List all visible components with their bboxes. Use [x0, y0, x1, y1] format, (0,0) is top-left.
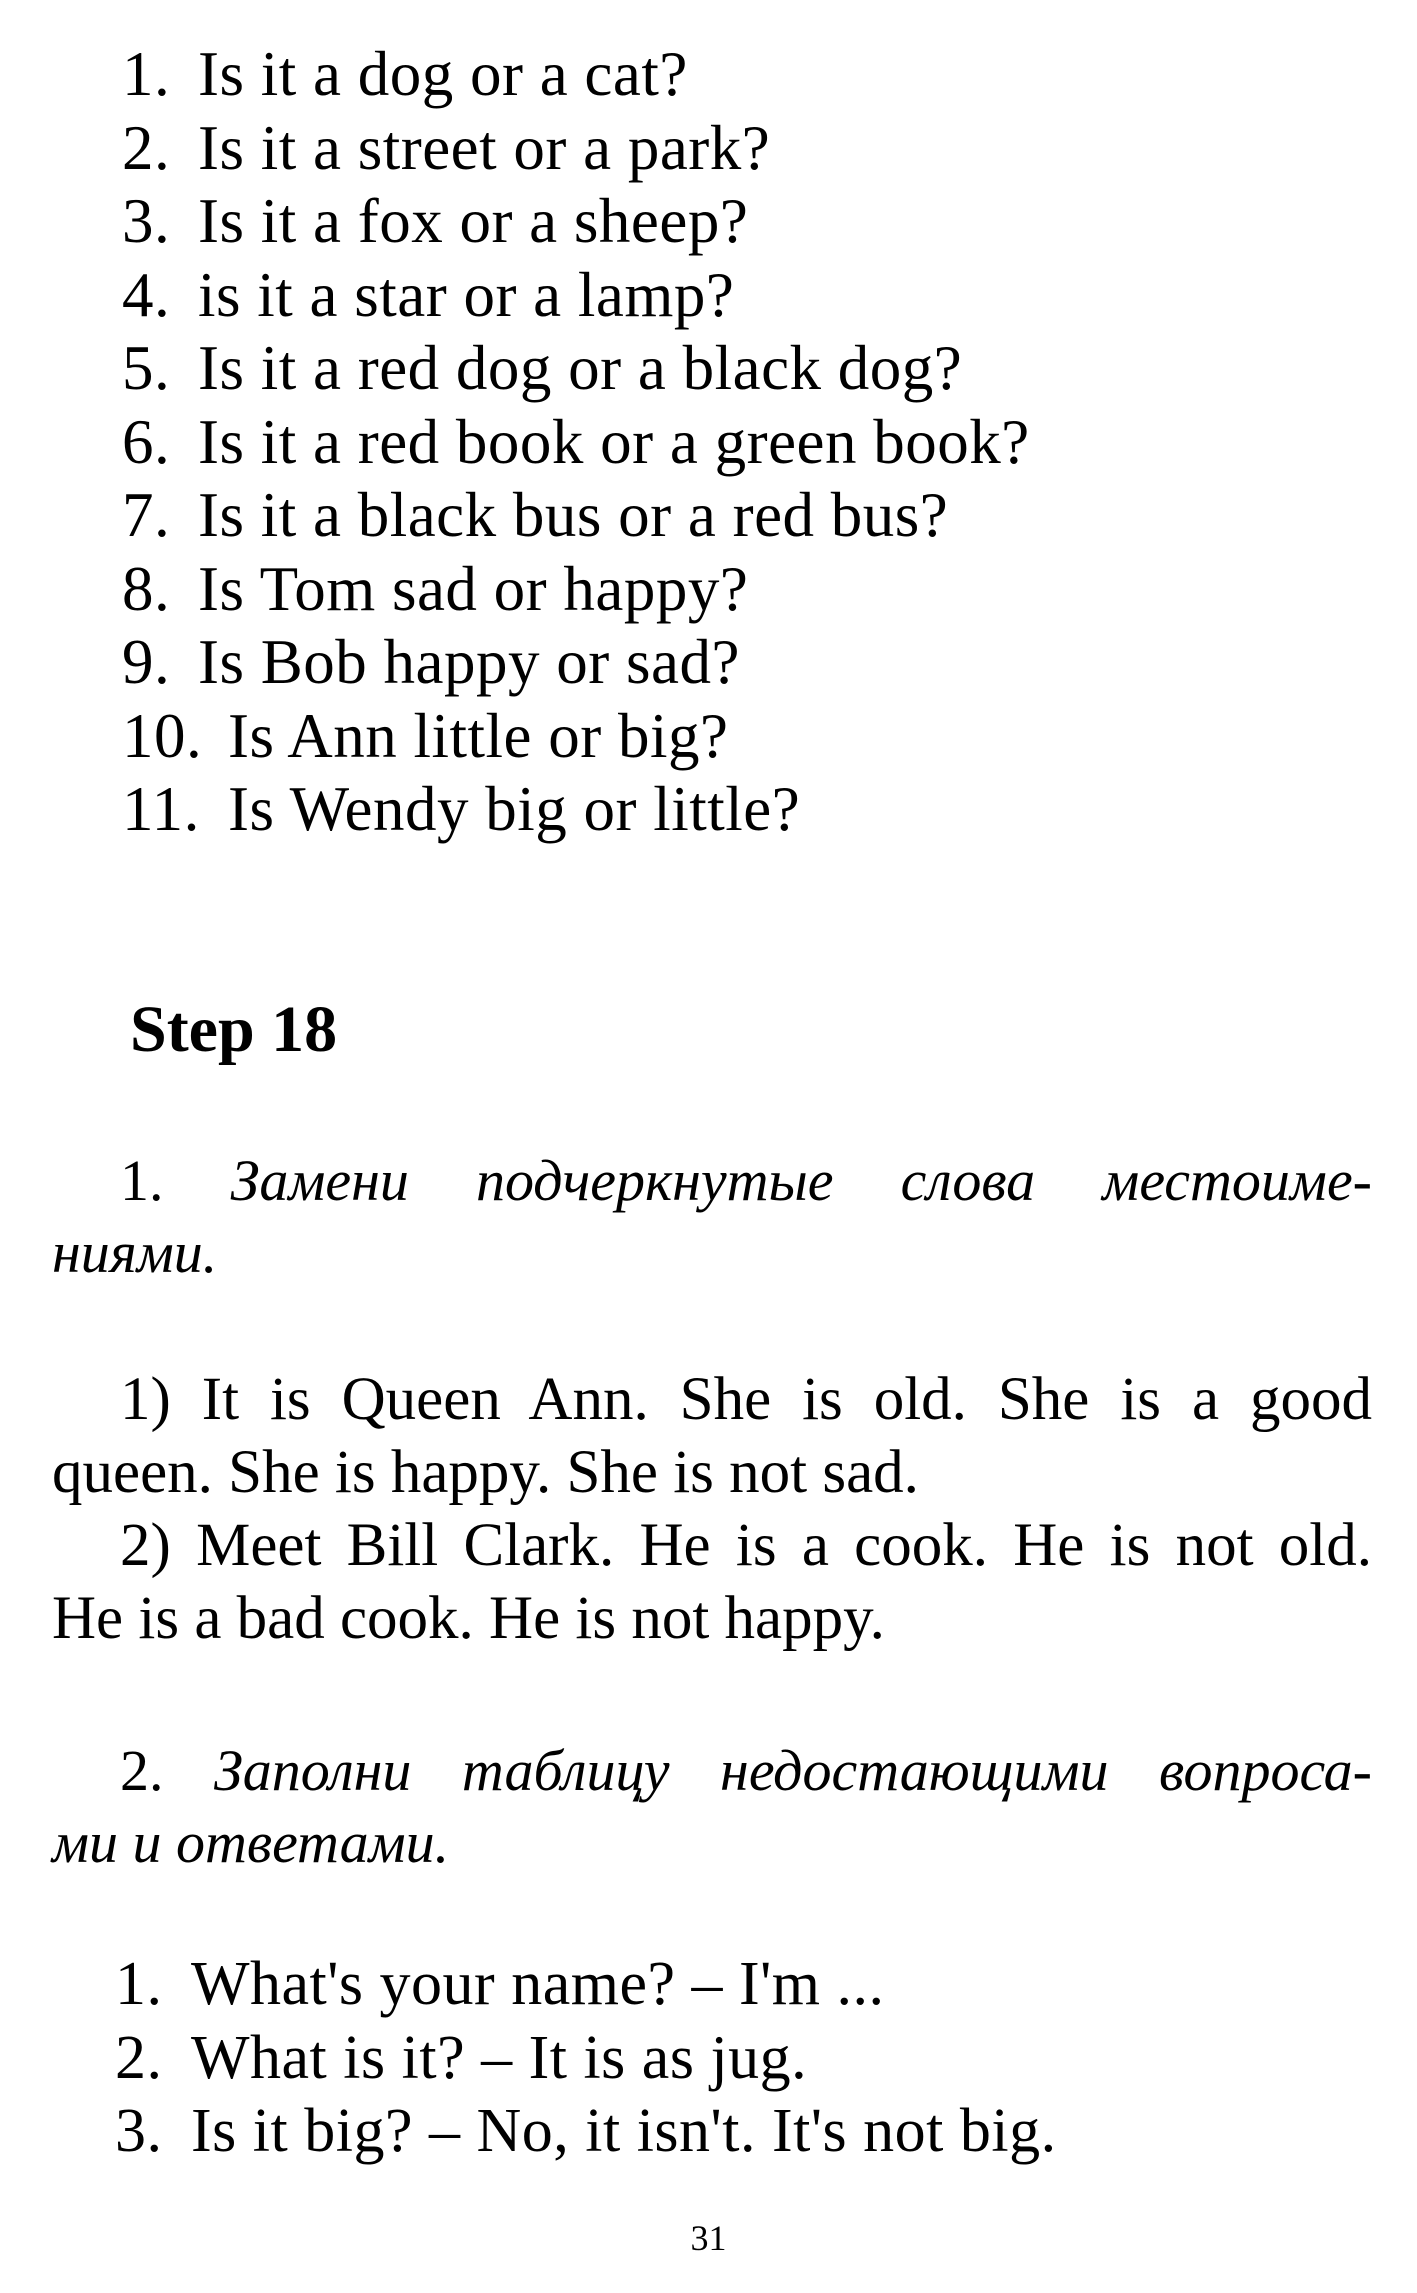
task-1-instruction — [52, 1145, 1372, 1289]
item-number: 8. — [122, 553, 171, 624]
item-number: 7. — [122, 480, 171, 550]
list-item — [115, 2022, 1315, 2096]
list-item — [122, 332, 1222, 406]
paragraph-line: He is a bad cook. He is not happy. — [52, 1585, 885, 1652]
task-number: 2. — [120, 1738, 164, 1803]
item-number: 9. — [122, 627, 171, 697]
list-item — [122, 700, 1222, 774]
item-text: Is it big? – No, it isn't. It's not big. — [191, 2097, 1057, 2165]
item-text: Is it a fox or a sheep? — [198, 186, 749, 256]
list-item — [122, 259, 1222, 333]
item-text: Is Wendy big or little? — [228, 774, 801, 844]
instruction-line-text: Заполни таблицу недостающими вопроса- — [214, 1738, 1372, 1803]
item-text: Is Tom sad or happy? — [198, 553, 749, 624]
list-item — [122, 38, 1222, 112]
item-number: 5. — [122, 333, 171, 403]
item-text: Is it a red book or a green book? — [198, 406, 1030, 477]
step-heading: Step 18 — [130, 993, 338, 1066]
paragraph-line: 2) Meet Bill Clark. He is a cook. He is not old. — [120, 1512, 1372, 1579]
paragraph-line: 1) It is Queen Ann. She is old. She is a good — [120, 1366, 1372, 1433]
task-number: 1. — [120, 1148, 164, 1213]
list-item — [115, 2095, 1315, 2169]
item-number: 2. — [115, 2023, 163, 2092]
item-number: 3. — [115, 2097, 163, 2165]
instruction-line — [52, 1145, 1372, 1217]
item-text: Is Bob happy or sad? — [198, 627, 740, 697]
instruction-text — [52, 1735, 1372, 1879]
instruction-text — [52, 1145, 1372, 1289]
item-text: Is Ann little or big? — [228, 700, 729, 771]
list-item — [122, 479, 1222, 553]
exercise-paragraph — [52, 1509, 1372, 1655]
item-text: Is it a black bus or a red bus? — [198, 480, 949, 550]
list-item — [122, 626, 1222, 700]
list-item — [122, 112, 1222, 186]
list-item — [122, 553, 1222, 627]
page-number: 31 — [690, 2218, 727, 2258]
item-text: Is it a red dog or a black dog? — [198, 333, 963, 403]
item-number: 2. — [122, 112, 171, 183]
item-number: 6. — [122, 406, 171, 477]
item-text: Is it a dog or a cat? — [198, 39, 688, 109]
paragraph-line: queen. She is happy. She is not sad. — [52, 1439, 919, 1506]
item-text: is it a star or a lamp? — [198, 259, 735, 330]
instruction-line: ми и ответами. — [52, 1810, 450, 1875]
exercise-paragraph — [52, 1363, 1372, 1509]
item-text: What's your name? – I'm ... — [191, 1950, 885, 2018]
list-item — [122, 406, 1222, 480]
question-list — [122, 38, 1222, 847]
item-number: 1. — [122, 39, 171, 109]
item-number: 3. — [122, 186, 171, 256]
dialogue-list — [115, 1948, 1315, 2169]
instruction-line — [52, 1735, 1372, 1807]
list-item — [122, 185, 1222, 259]
list-item — [122, 773, 1222, 847]
item-number: 10. — [122, 700, 203, 771]
item-text: What is it? – It is as jug. — [191, 2023, 808, 2092]
item-number: 4. — [122, 259, 171, 330]
task-2-instruction — [52, 1735, 1372, 1879]
item-number: 11. — [122, 774, 200, 844]
list-item — [115, 1948, 1315, 2022]
instruction-line: ниями. — [52, 1220, 218, 1285]
item-text: Is it a street or a park? — [198, 112, 771, 183]
item-number: 1. — [115, 1950, 163, 2018]
instruction-line-text: Замени подчеркнутые слова местоиме- — [230, 1148, 1372, 1213]
